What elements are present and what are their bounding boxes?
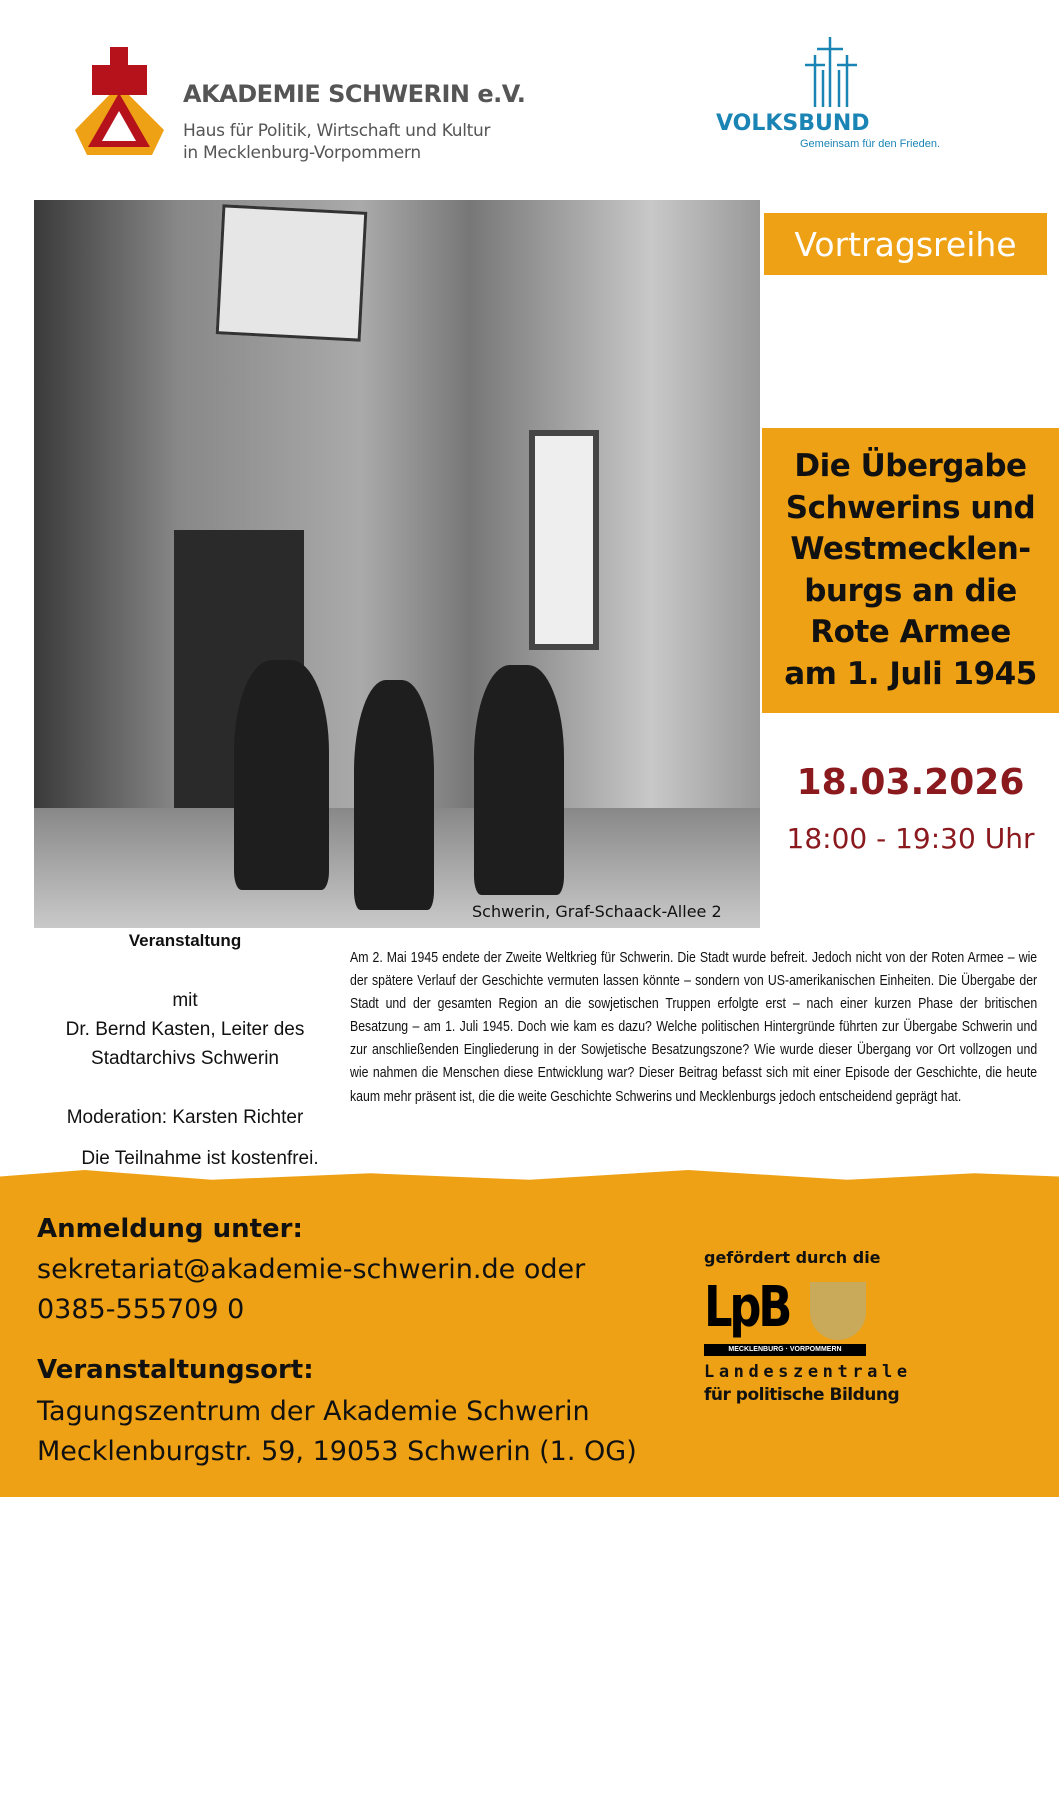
akademie-subtitle xyxy=(183,120,490,164)
akademie-subtitle-2: in Mecklenburg-Vorpommern xyxy=(183,143,421,163)
event-date: 18.03.2026 xyxy=(796,762,1025,803)
lpb-logo xyxy=(704,1275,866,1360)
sponsor-name-2: für politische Bildung xyxy=(704,1385,900,1405)
email-link[interactable]: sekretariat@akademie-schwerin.de xyxy=(37,1254,516,1285)
volksbund-crosses-icon xyxy=(795,35,865,110)
akademie-subtitle-1: Haus für Politik, Wirtschaft und Kultur xyxy=(183,121,491,141)
event-title: Die Übergabe Schwerins und Westmecklen- burgs an die Rote Armee am 1. Juli 1945 xyxy=(784,448,1037,692)
venue-line-2: Mecklenburgstr. 59, 19053 Schwerin (1. OG) xyxy=(37,1436,637,1467)
phone-number[interactable]: 0385-555709 0 xyxy=(37,1294,245,1325)
title-box xyxy=(762,428,1059,713)
or-text: oder xyxy=(515,1254,586,1285)
akademie-name: AKADEMIE SCHWERIN e.V. xyxy=(183,80,526,108)
lpb-region: MECKLENBURG · VORPOMMERN xyxy=(704,1344,866,1356)
details-heading: Veranstaltung xyxy=(128,931,242,950)
speaker-line-2: Stadtarchivs Schwerin xyxy=(91,1048,279,1069)
volksbund-tagline: Gemeinsam für den Frieden. xyxy=(800,138,941,150)
venue-line-1: Tagungszentrum der Akademie Schwerin xyxy=(37,1396,590,1427)
event-time: 18:00 - 19:30 Uhr xyxy=(786,822,1035,855)
description: Am 2. Mai 1945 endete der Zweite Weltkrieg für Schwerin. Die Stadt wurde befreit. Jedoch nicht von der Roten Armee – wie der spätere Verlauf der Geschichte vermuten lassen könnte – sondern von US-amerikanischen Einheiten. Die Übergabe der Stadt und der gesamten Region an die sowjetischen Truppen erfolgte erst – nach einer kurzen Phase der britischen Besatzung – am 1. Juli 1945. Doch wie kam es dazu? Welche politischen Hintergründe führten zur Übergabe Schwerin und zur anschließenden Eingliederung in der Sowjetische Besatzungszone? Wie wurde dieser Übergang vor Ort vollzogen und wie nahmen die Menschen diese Entwicklung war? Dieser Beitrag befasst sich mit einer Episode der Geschichte, die heute kaum mehr präsent ist, die die weite Geschichte Schwerins und Mecklenburgs jedoch entscheidend geprägt hat. xyxy=(350,949,1038,1105)
photo-caption: Schwerin, Graf-Schaack-Allee 2 xyxy=(472,902,722,921)
fee-note: Die Teilnahme ist kostenfrei. xyxy=(81,1148,319,1169)
akademie-logo xyxy=(72,45,167,160)
sponsor-prefix: gefördert durch die xyxy=(704,1248,881,1267)
coat-of-arms-icon xyxy=(810,1282,866,1340)
historical-photo xyxy=(34,200,760,928)
details-with: mit xyxy=(172,990,198,1011)
series-label: Vortragsreihe xyxy=(764,213,1047,275)
moderation: Moderation: Karsten Richter xyxy=(66,1107,304,1128)
volksbund-name: VOLKSBUND xyxy=(716,111,870,136)
lpb-wordmark: LpB xyxy=(704,1275,790,1340)
registration-heading: Anmeldung unter: xyxy=(37,1214,303,1244)
sponsor-name-1: Landeszentrale xyxy=(704,1362,912,1382)
speaker-line-1: Dr. Bernd Kasten, Leiter des xyxy=(65,1019,305,1040)
venue-heading: Veranstaltungsort: xyxy=(37,1355,314,1385)
